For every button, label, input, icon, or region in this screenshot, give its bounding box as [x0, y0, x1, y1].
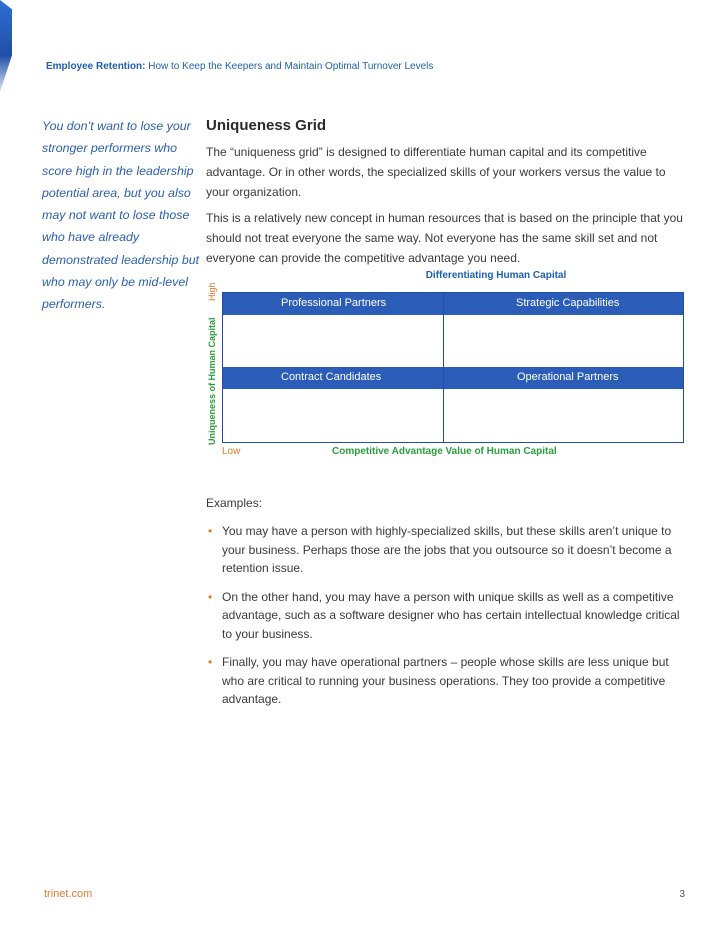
header-title: How to Keep the Keepers and Maintain Optimal Turnover Levels — [148, 61, 434, 72]
cell-contract-candidates: Contract Candidates — [281, 371, 382, 383]
header-lead: Employee Retention: — [46, 61, 146, 72]
list-item: • On the other hand, you may have a person with unique skills as well as a competitive advantage, such as a software designer who has certain intellectual knowledge critical to your business. — [208, 589, 680, 641]
grid-y-axis — [207, 282, 221, 445]
grid-y-title: Uniqueness of Human Capital — [207, 317, 217, 445]
corner-decoration — [0, 0, 12, 92]
document-header — [46, 61, 433, 72]
bullet-icon: • — [208, 524, 213, 538]
cell-professional-partners: Professional Partners — [281, 297, 387, 309]
footer-link[interactable]: trinet.com — [44, 888, 93, 900]
grid-y-high: High — [207, 282, 217, 301]
list-item: • You may have a person with highly-specialized skills, but these skills aren’t unique to your business. Perhaps those are the jobs that you outsource so it doesn’t become a retention issue. — [208, 524, 672, 575]
examples-list — [206, 522, 688, 709]
grid-x-label: Competitive Advantage Value of Human Capital — [332, 446, 557, 457]
cell-operational-partners: Operational Partners — [517, 371, 619, 383]
paragraph-1: The “uniqueness grid” is designed to differentiate human capital and its competitive advantage. Or in other words, the specialized skills of your workers versus the value to your organization. — [206, 145, 666, 199]
paragraph-2: This is a relatively new concept in human resources that is based on the principle that you should not treat everyone the same way. Not everyone has the same skill set and not everyone can provide the competitive advantage you need. — [206, 211, 683, 265]
grid-divider-vertical — [443, 293, 444, 442]
examples-label: Examples: — [206, 496, 263, 510]
grid-x-low: Low — [222, 446, 241, 457]
examples-section — [206, 496, 688, 719]
uniqueness-grid — [222, 292, 684, 443]
bullet-icon: • — [208, 589, 213, 604]
list-item: • Finally, you may have operational partners – people whose skills are less unique but who are critical to running your business operations. They too provide a competitive advantage. — [208, 655, 669, 706]
section-title: Uniqueness Grid — [206, 117, 327, 134]
grid-x-title: Differentiating Human Capital — [425, 270, 567, 281]
bullet-icon: • — [208, 655, 213, 669]
cell-strategic-capabilities: Strategic Capabilities — [516, 297, 620, 309]
page-number: 3 — [679, 889, 685, 900]
grid-y-label — [207, 282, 217, 445]
pull-quote: You don’t want to lose your stronger performers who score high in the leadership potential area, but you also may not want to lose those who have already demonstrated leadership but who may only be mid-level performers. — [42, 119, 200, 312]
grid-band-bottom — [223, 367, 683, 389]
grid-band-top — [223, 293, 683, 315]
main-content — [206, 117, 686, 274]
